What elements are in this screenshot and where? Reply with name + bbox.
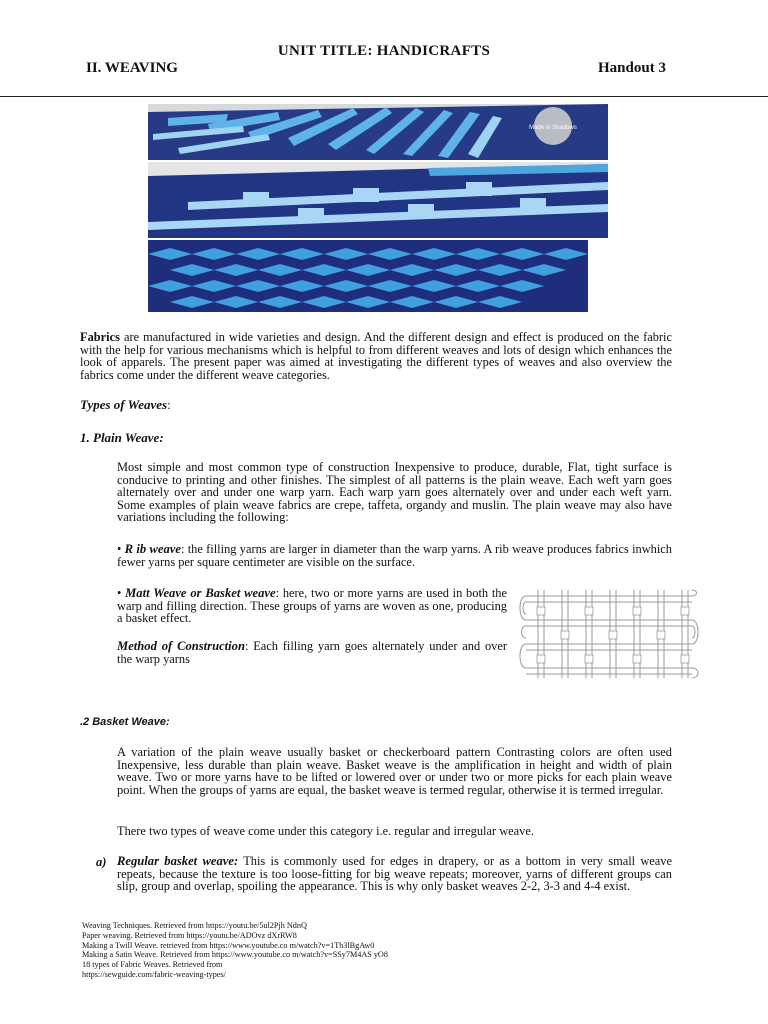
reference-item: Making a Satin Weave. Retrieved from https://www.youtube.co m/watch?v=SSy7M4AS yO8 (82, 950, 388, 960)
paper-weaving-photo (148, 104, 608, 312)
rib-weave-text: : the filling yarns are larger in diameter than the warp yarns. A rib weave produces fabrics inwhich fewer yarns per square centimeter are visible on the surface. (117, 542, 672, 569)
reference-item: Paper weaving. Retrieved from https://youtu.be/ADOvz dXrRW8 (82, 930, 297, 940)
section-title: II. WEAVING (86, 60, 178, 76)
intro-text: are manufactured in wide varieties and design. And the different design and effect is produced on the fabric with the help for various mechanisms which is helpful to from different weaves and lots of design which enhances the look of apparels. The present paper was aimed at investigating the different types of weaves and also overview the fabrics come under the different weave categories. (80, 330, 672, 382)
intro-lead: Fabrics (80, 330, 120, 344)
matt-bullet: • (117, 586, 122, 600)
rib-bullet: • (117, 542, 122, 556)
basket-weave-paragraph: A variation of the plain weave usually basket or checkerboard pattern Contrasting colors are often used Inexpensive, less durable than plain weave. Basket weave is the amplification in height and width of plain weave. Two or more yarns have to be lifted or lowered over or under two or more picks for each plain weave point. When the groups of yarns are equal, the basket weave is termed regular, otherwise it is termed irregular. (117, 745, 672, 797)
regular-basket-text: This is commonly used for edges in drapery, or as a bottom in very small weave repeats, because the texture is too loose-fitting for big weave repeats; moreover, yarns of different groups can slip, group and overlap, spoiling the appearance. This is why only basket weaves 2-2, 3-3 and 4-4 exist. (117, 854, 673, 894)
regular-basket-label: Regular basket weave: (117, 854, 239, 868)
regular-marker: a) (96, 855, 107, 869)
types-heading (80, 397, 171, 413)
reference-item: https://sewguide.com/fabric-weaving-types/ (82, 969, 226, 979)
header-divider (0, 96, 768, 97)
reference-item: 18 types of Fabric Weaves. Retrieved from (82, 960, 223, 970)
matt-weave-label: Matt Weave or Basket weave (125, 586, 276, 600)
unit-title: UNIT TITLE: HANDICRAFTS (277, 43, 491, 59)
logo-stamp: Made in Shadows (529, 125, 577, 131)
types-heading-colon: : (167, 397, 171, 412)
plain-weave-paragraph: Most simple and most common type of construction Inexpensive to produce, durable, Flat, tight surface is conducive to printing and other finishes. The simplest of all patterns is the plain weave. Each weft yarn goes alternately over and under one warp yarn. Each warp yarn goes alternately over and under each weft yarn. Some examples of plain weave fabrics are crepe, taffeta, organdy and muslin. The plain weave may also have variations including the following: (117, 460, 672, 525)
regular-basket-weave-item (117, 855, 672, 893)
matt-weave-text: : here, two or more yarns are used in both the warp and filling direction. These groups of yarns are woven as one, producing a basket effect. (117, 586, 507, 626)
plain-weave-heading: 1. Plain Weave: (80, 430, 164, 445)
basket-types-paragraph: There two types of weave come under this category i.e. regular and irregular weave. (117, 824, 534, 838)
reference-item: Weaving Techniques. Retrieved from https://youtu.be/5ul2Pjh NdnQ (82, 921, 307, 930)
method-of-construction (117, 640, 507, 665)
basket-weave-heading: .2 Basket Weave: (80, 716, 170, 728)
references (82, 921, 482, 980)
basket-weave-diagram (516, 586, 704, 682)
types-heading-label: Types of Weaves (80, 397, 168, 412)
intro-paragraph (80, 331, 672, 381)
method-label: Method of Construction (117, 639, 245, 653)
rib-weave-label: R ib weave (124, 542, 181, 556)
method-text: : Each filling yarn goes alternately under and over the warp yarns (117, 639, 508, 666)
matt-weave-item (117, 587, 507, 625)
handout-label: Handout 3 (598, 60, 666, 76)
rib-weave-item (117, 543, 672, 568)
reference-item: Making a Twill Weave. retrieved from https://www.youtube.co m/watch?v=1Tb3lBgAw0 (82, 940, 375, 950)
